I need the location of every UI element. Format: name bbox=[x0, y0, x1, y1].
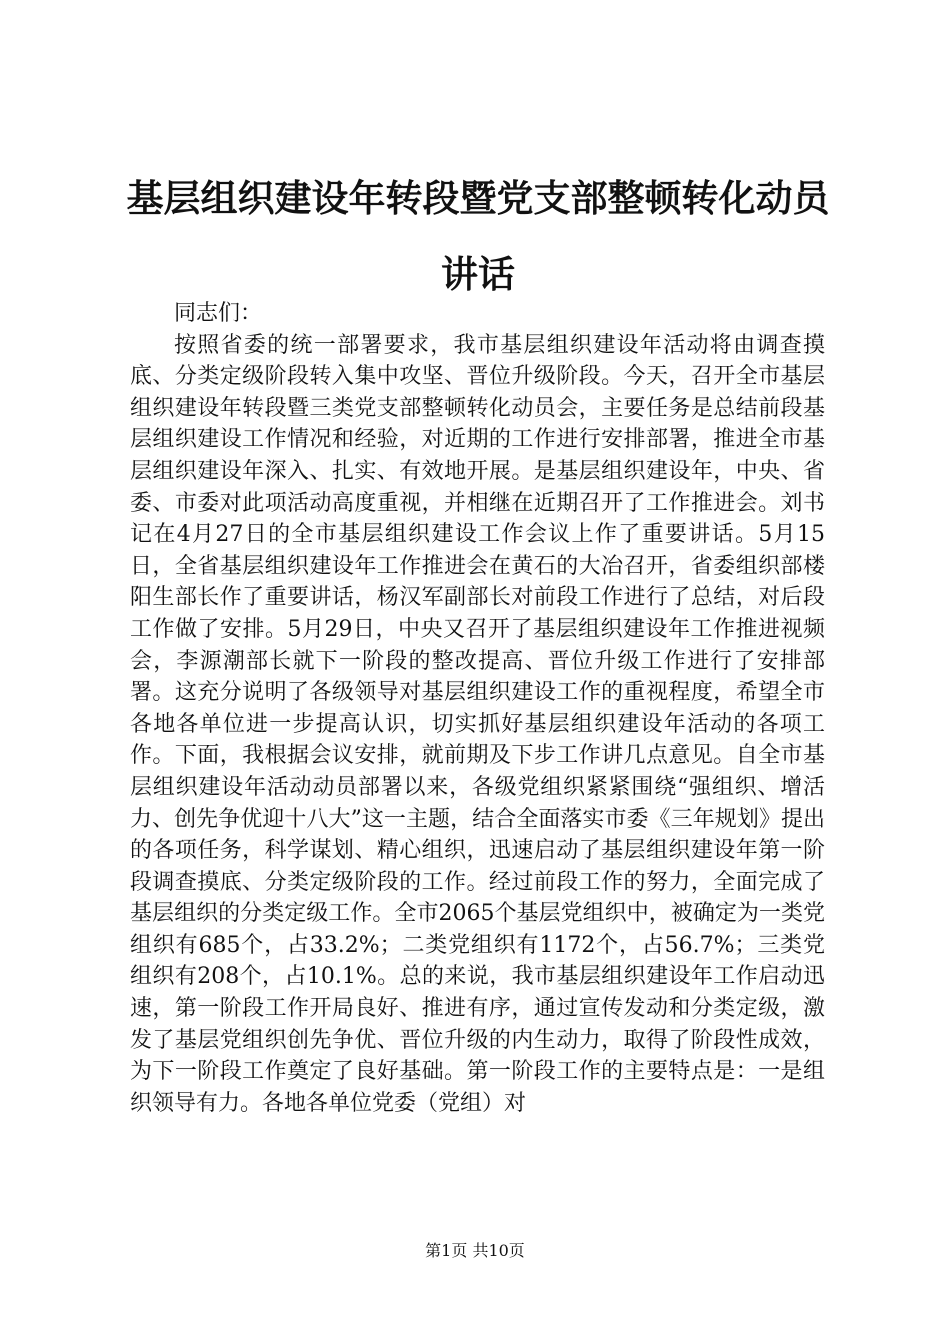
salutation: 同志们： bbox=[174, 301, 263, 326]
document-body bbox=[130, 298, 825, 1119]
page-number: 第1页 共10页 bbox=[425, 1241, 525, 1260]
document-title: 基层组织建设年转段暨党支部整顿转化动员讲话 bbox=[126, 176, 830, 296]
body-paragraph: 按照省委的统一部署要求，我市基层组织建设年活动将由调查摸底、分类定级阶段转入集中攻坚、晋位升级阶段。今天，召开全市基层组织建设年转段暨三类党支部整顿转化动员会，主要任务是总结前段基层组织建设工作情况和经验，对近期的工作进行安排部署，推进全市基层组织建设年深入、扎实、有效地开展。是基层组织建设年，中央、省委、市委对此项活动高度重视，并相继在近期召开了工作推进会。刘书记在4月27日的全市基层组织建设工作会议上作了重要讲话。5月15日，全省基层组织建设年工作推进会在黄石的大冶召开，省委组织部楼阳生部长作了重要讲话，杨汉军副部长对前段工作进行了总结，对后段工作做了安排。5月29日，中央又召开了基层组织建设年工作推进视频会，李源潮部长就下一阶段的整改提高、晋位升级工作进行了安排部署。这充分说明了各级领导对基层组织建设工作的重视程度，希望全市各地各单位进一步提高认识，切实抓好基层组织建设年活动的各项工作。下面，我根据会议安排，就前期及下步工作讲几点意见。自全市基层组织建设年活动动员部署以来，各级党组织紧紧围绕“强组织、增活力、创先争优迎十八大”这一主题，结合全面落实市委《三年规划》提出的各项任务，科学谋划、精心组织，迅速启动了基层组织建设年第一阶段调查摸底、分类定级阶段的工作。经过前段工作的努力，全面完成了基层组织的分类定级工作。全市2065个基层党组织中，被确定为一类党组织有685个，占33.2%；二类党组织有1172个，占56.7%；三类党组织有208个，占10.1%。总的来说，我市基层组织建设年工作启动迅速，第一阶段工作开局良好、推进有序，通过宣传发动和分类定级，激发了基层党组织创先争优、晋位升级的内生动力，取得了阶段性成效，为下一阶段工作奠定了良好基础。第一阶段工作的主要特点是：一是组织领导有力。各地各单位党委（党组）对 bbox=[130, 332, 825, 1116]
